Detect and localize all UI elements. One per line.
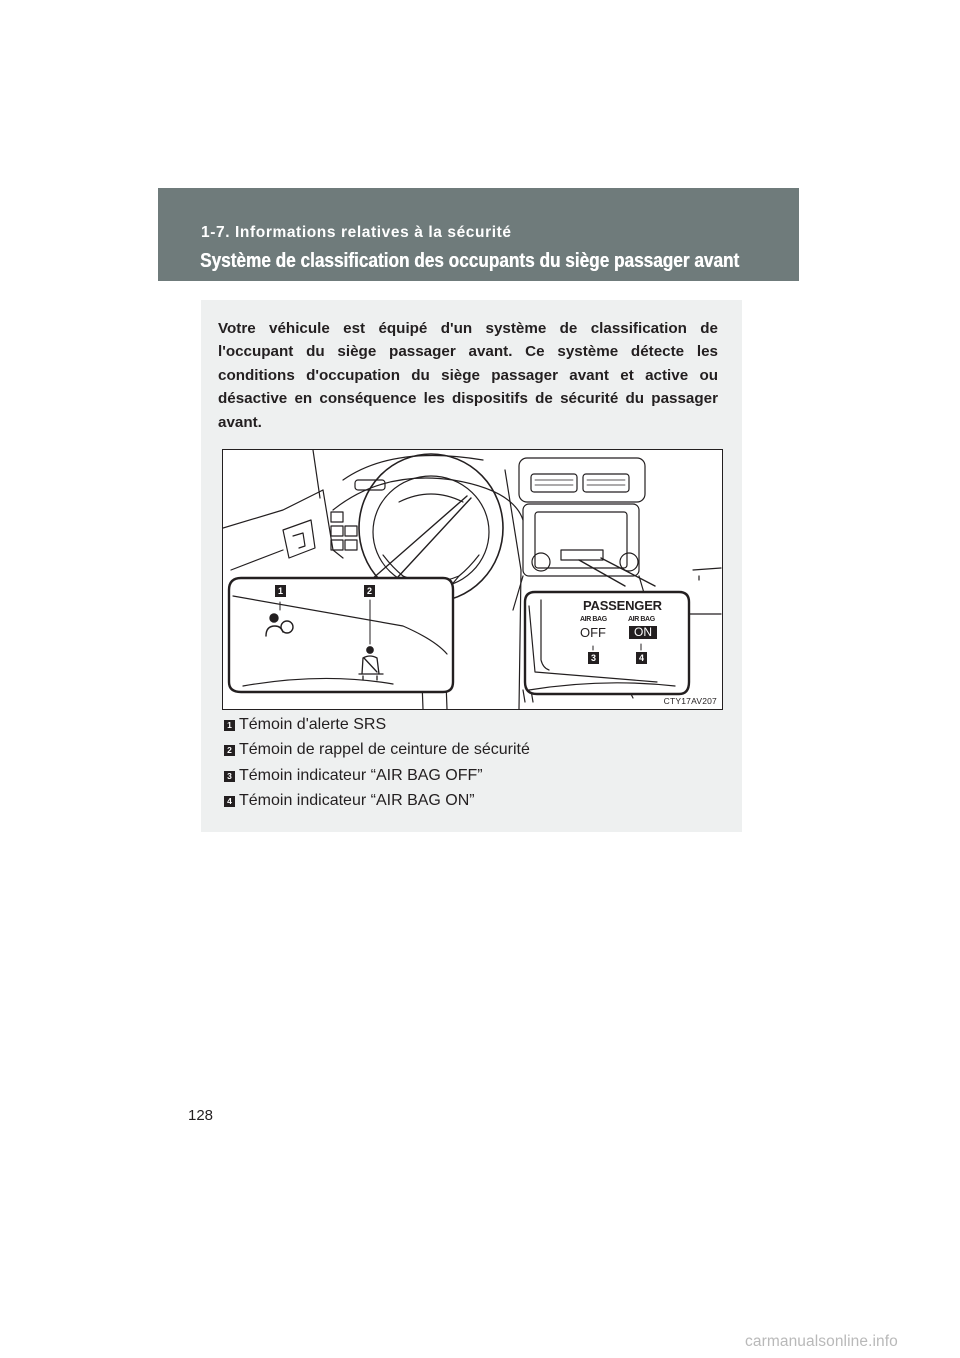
legend-text-1: Témoin d'alerte SRS bbox=[239, 716, 387, 733]
legend-badge-2: 2 bbox=[224, 745, 235, 756]
legend-list bbox=[224, 716, 530, 818]
panel-passenger-label: PASSENGER bbox=[583, 598, 662, 613]
callout-3-badge: 3 bbox=[588, 652, 599, 664]
legend-badge-1: 1 bbox=[224, 720, 235, 731]
legend-text-3: Témoin indicateur “AIR BAG OFF” bbox=[239, 766, 483, 784]
legend-text-4: Témoin indicateur “AIR BAG ON” bbox=[239, 792, 475, 810]
page-number: 128 bbox=[188, 1107, 214, 1124]
page-title: Système de classification des occupants du siège passager avant bbox=[200, 250, 740, 272]
dashboard-illustration bbox=[222, 449, 723, 710]
figure-code: CTY17AV207 bbox=[663, 696, 717, 706]
callout-4-badge: 4 bbox=[636, 652, 647, 664]
legend-badge-3: 3 bbox=[224, 771, 235, 782]
watermark: carmanualsonline.info bbox=[745, 1333, 898, 1350]
legend-text-2: Témoin de rappel de ceinture de sécurité bbox=[239, 741, 530, 759]
legend-item bbox=[224, 716, 530, 741]
callout-2-badge: 2 bbox=[364, 585, 375, 597]
header-band bbox=[158, 188, 799, 281]
legend-item bbox=[224, 767, 530, 792]
intro-paragraph: Votre véhicule est équipé d'un système de classification de l'occupant du siège passager avant. Ce système détecte les conditions d'occupation du siège passager avant et active ou désactive en conséquence les dispositifs de sécurité du passager avant. bbox=[218, 320, 718, 431]
section-label: 1-7. Informations relatives à la sécurité bbox=[201, 224, 512, 241]
callout-1-badge: 1 bbox=[275, 585, 286, 597]
legend-item bbox=[224, 792, 530, 817]
dashboard-drawing bbox=[223, 450, 722, 709]
panel-airbag-on-small: AIR BAG bbox=[628, 616, 655, 623]
legend-badge-4: 4 bbox=[224, 796, 235, 807]
content-box bbox=[201, 300, 742, 832]
legend-item bbox=[224, 741, 530, 766]
panel-airbag-off-small: AIR BAG bbox=[580, 616, 607, 623]
panel-on-label: ON bbox=[629, 626, 657, 639]
panel-off-label: OFF bbox=[580, 625, 606, 640]
